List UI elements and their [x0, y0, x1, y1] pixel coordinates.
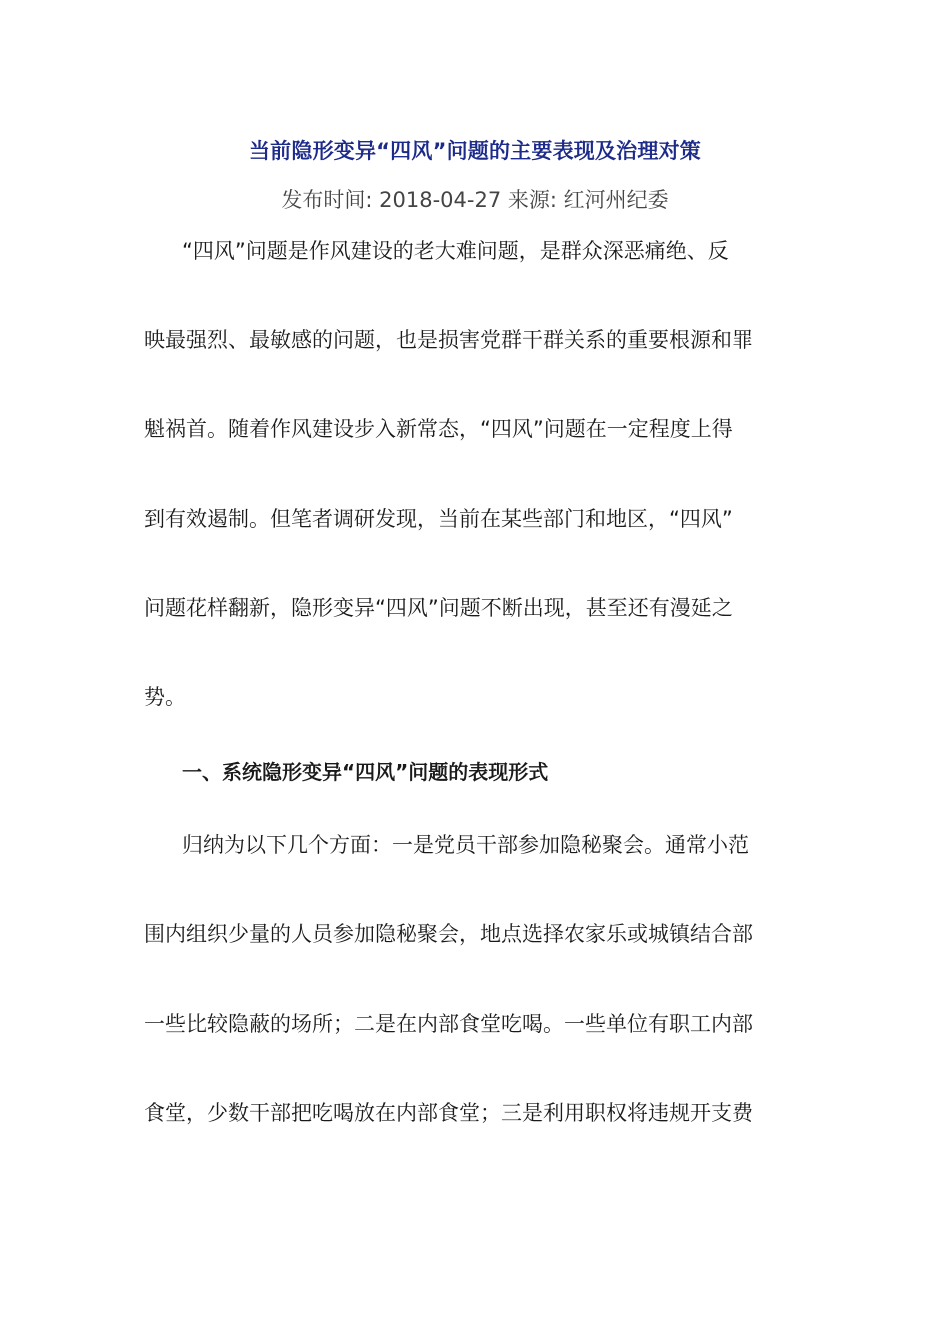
- paragraph-line: 魁祸首。随着作风建设步入新常态，“四风”问题在一定程度上得: [144, 417, 733, 441]
- paragraph-line: 一些比较隐蔽的场所；二是在内部食堂吃喝。一些单位有职工内部: [144, 1012, 753, 1036]
- paragraph-line: 势。: [144, 685, 186, 709]
- paragraph-line: 围内组织少量的人员参加隐秘聚会，地点选择农家乐或城镇结合部: [144, 922, 753, 946]
- paragraph-line: 映最强烈、最敏感的问题，也是损害党群干群关系的重要根源和罪: [144, 328, 753, 352]
- paragraph-line: “四风”问题是作风建设的老大难问题，是群众深恶痛绝、反: [182, 239, 729, 263]
- paragraph-line: 到有效遏制。但笔者调研发现，当前在某些部门和地区，“四风”: [144, 507, 733, 531]
- paragraph-line: 归纳为以下几个方面：一是党员干部参加隐秘聚会。通常小范: [182, 833, 749, 857]
- article-title: 当前隐形变异“四风”问题的主要表现及治理对策: [248, 139, 701, 163]
- paragraph-line: 食堂，少数干部把吃喝放在内部食堂；三是利用职权将违规开支费: [144, 1101, 753, 1125]
- section-heading: 一、系统隐形变异“四风”问题的表现形式: [182, 760, 549, 784]
- article-meta: 发布时间: 2018-04-27 来源: 红河州纪委: [281, 188, 669, 212]
- paragraph-line: 问题花样翻新，隐形变异“四风”问题不断出现，甚至还有漫延之: [144, 596, 733, 620]
